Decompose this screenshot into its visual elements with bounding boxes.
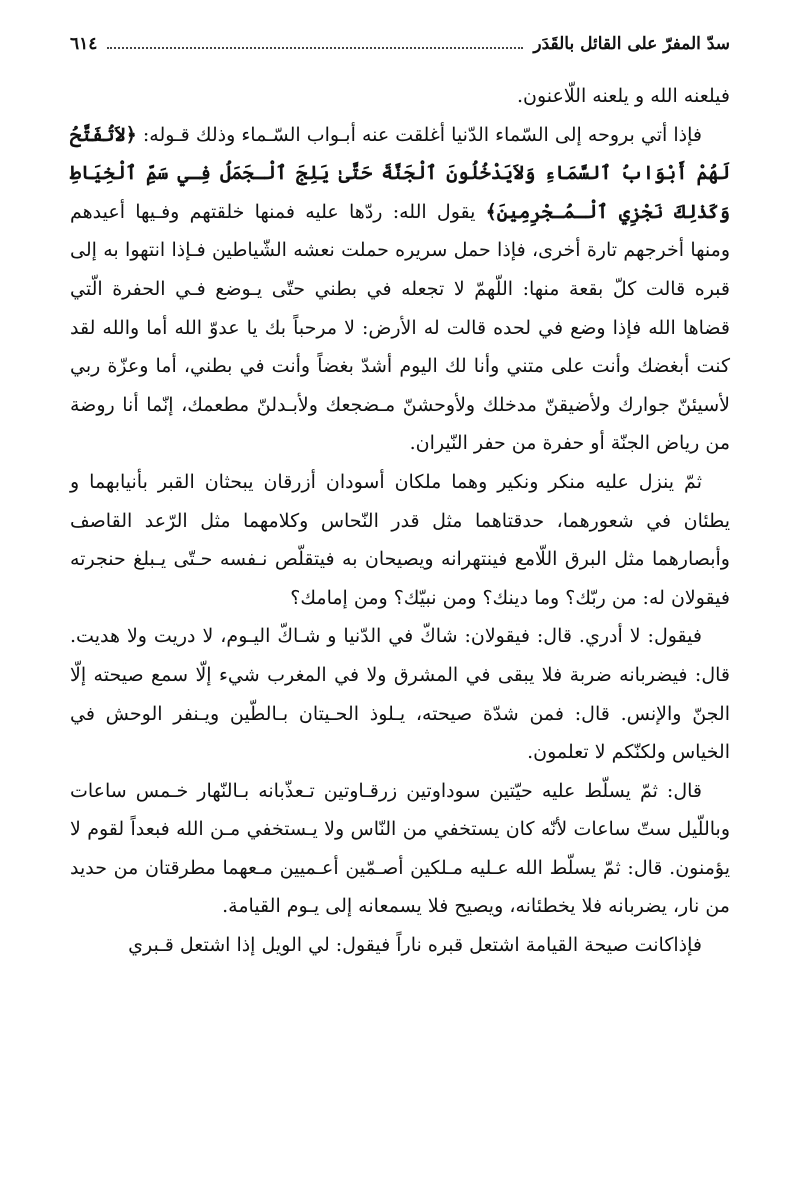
page-number: ٦١٤ xyxy=(70,34,98,54)
body-text xyxy=(70,77,730,965)
book-page xyxy=(70,28,730,965)
paragraph-2-continuation: يقول الله: ردّها عليه فمنها خلقتهم وفـيها أعيدهم ومنها أخرجهم تارة أخرى، فإذا حمل سريره حملت نعشه الشّياطين فـإذا انتهوا به إلى قبره قالت كلّ بقعة منها: اللّهمّ لا تجعله في بطني حتّى يـوضع فـي الحفرة الّتي قضاها الله فإذا وضع في لحده قالت له الأرض: لا مرحباً بك يا عدوّ الله أما والله لقد كنت أبغضك وأنت على متني وأنا لك اليوم أشدّ بغضاً وأنت في بطني، أما وعزّة ربي لأسيئنّ جوارك ولأضيقنّ مدخلك ولأوحشنّ مـضجعك ولأبـدلنّ مطعمك، إنّما أنا روضة من رياض الجنّة أو حفرة من حفر النّيران. xyxy=(70,200,730,455)
paragraph-2-intro: فإذا أتي بروحه إلى السّماء الدّنيا أغلقت عنه أبـواب السّـماء وذلك قـوله: xyxy=(142,123,702,146)
paragraph-5: قال: ثمّ يسلّط عليه حيّتين سوداوتين زرقـاوتين تـعذّبانه بـالنّهار خـمس ساعات وباللّيل ستّ ساعات لأنّه كان يستخفي من النّاس ولا يـستخفي مـن الله فبعداً لقوم لا يؤمنون. قال: ثمّ يسلّط الله عـليه مـلكين أصـمّين أعـميين مـعهما مطرقتان من حديد من نار، يضربانه فلا يخطئانه، ويصيح فلا يسمعانه إلى يـوم القيامة. xyxy=(70,779,730,918)
running-header xyxy=(70,28,730,61)
running-title: سدّ المفرّ على القائل بالقَدَر xyxy=(533,34,730,54)
header-dot-leader xyxy=(107,29,523,49)
quran-verse: ﴿لاَتُفَتَّحُ لَهُمْ أَبْوَابُ ٱلسَّمَاءِ وَلاَيَدْخُلُونَ ٱلْجَنَّةَ حَتَّىٰ يَلِجَ ٱلْـجَمَلُ فِـي سَمِّ ٱلْخِيَاطِ وَكَذٰلِكَ نَجْزِي ٱلْـمُـجْرِمِينَ﴾ xyxy=(70,123,730,223)
paragraph-2 xyxy=(70,116,730,463)
paragraph-1: فيلعنه الله و يلعنه اللّاعنون. xyxy=(516,85,730,107)
paragraph-3: ثمّ ينزل عليه منكر ونكير وهما ملكان أسودان أزرقان يبحثان القبر بأنيابهما و يطئان في شعورهما، حدقتاهما مثل قدر النّحاس وكلامهما مثل الرّعد القاصف وأبصارهما مثل البرق اللّامع فينتهرانه ويصيحان به فيتقلّص نـفسه حـتّى يـبلغ حنجرته فيقولان له: من ربّك؟ وما دينك؟ ومن نبيّك؟ ومن إمامك؟ xyxy=(70,470,730,609)
paragraph-4: فيقول: لا أدري. قال: فيقولان: شاكّ في الدّنيا و شـاكّ اليـوم، لا دريت ولا هديت. قال: فيضربانه ضربة فلا يبقى في المشرق ولا في المغرب شيء إلّا سمع صيحته إلّا الجنّ والإنس. قال: فمن شدّة صيحته، يـلوذ الحـيتان بـالطّين ويـنفر الوحش في الخياس ولكنّكم لا تعلمون. xyxy=(70,625,730,764)
paragraph-6: فإذاكانت صيحة القيامة اشتعل قبره ناراً فيقول: لي الويل إذا اشتعل قـبري xyxy=(128,934,702,957)
